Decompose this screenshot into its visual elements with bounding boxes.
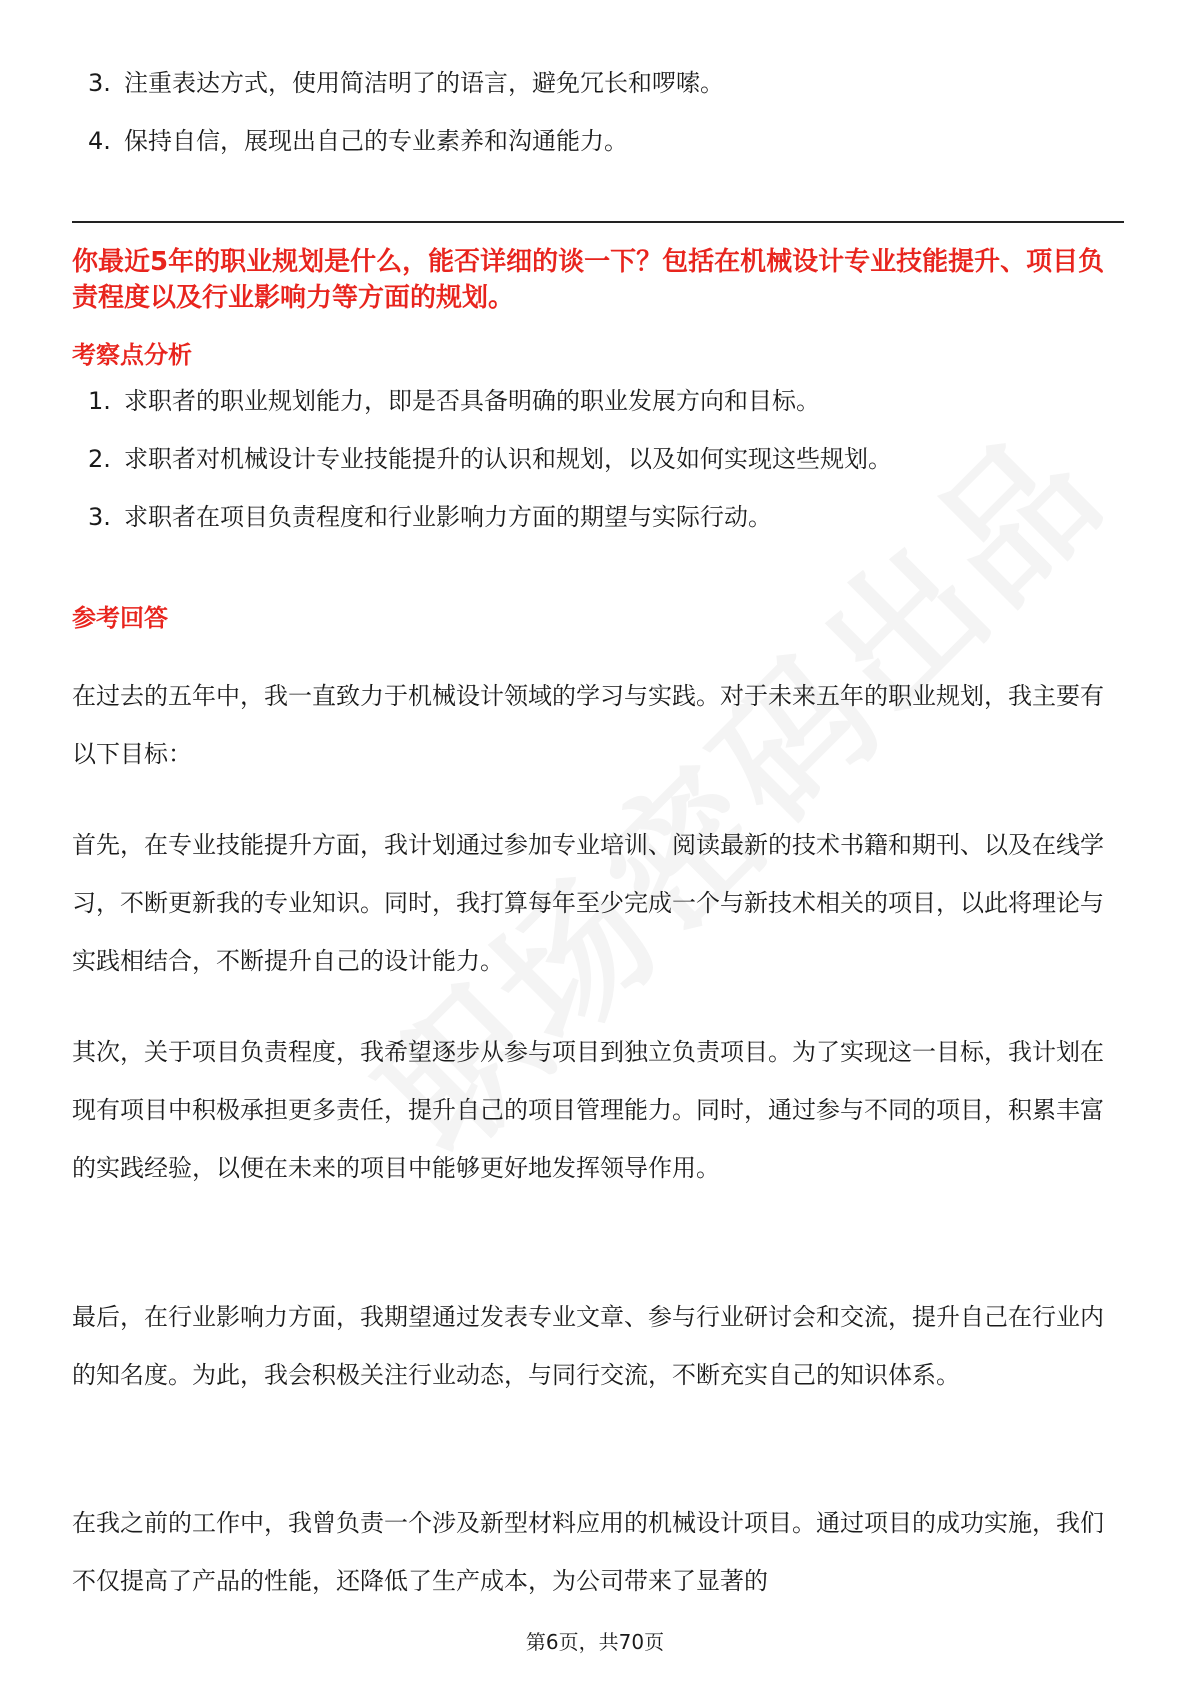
- list-item: [72, 500, 1122, 558]
- answer-paragraph: 最后，在行业影响力方面，我期望通过发表专业文章、参与行业研讨会和交流，提升自己在行业内的知名度。为此，我会积极关注行业动态，与同行交流，不断充实自己的知识体系。: [72, 1303, 1104, 1389]
- list-number: 4.: [88, 127, 111, 155]
- analysis-heading: 考察点分析: [72, 341, 192, 369]
- tips-list: [72, 66, 1122, 182]
- page-number: 第6页，共70页: [525, 1630, 665, 1654]
- list-text: 求职者对机械设计专业技能提升的认识和规划，以及如何实现这些规划。: [124, 445, 892, 473]
- list-number: 3.: [88, 69, 111, 97]
- analysis-list: [72, 384, 1122, 558]
- list-item: [72, 384, 1122, 442]
- answer-heading: 参考回答: [72, 604, 168, 632]
- list-item: [72, 66, 1122, 124]
- answer-paragraph: 其次，关于项目负责程度，我希望逐步从参与项目到独立负责项目。为了实现这一目标，我计划在现有项目中积极承担更多责任，提升自己的项目管理能力。同时，通过参与不同的项目，积累丰富的实践经验，以便在未来的项目中能够更好地发挥领导作用。: [72, 1038, 1104, 1182]
- list-text: 注重表达方式，使用简洁明了的语言，避免冗长和啰嗦。: [124, 69, 724, 97]
- answer-paragraph: 在过去的五年中，我一直致力于机械设计领域的学习与实践。对于未来五年的职业规划，我主要有以下目标：: [72, 682, 1104, 768]
- section-divider: [72, 221, 1124, 223]
- list-item: [72, 442, 1122, 500]
- answer-paragraph: 在我之前的工作中，我曾负责一个涉及新型材料应用的机械设计项目。通过项目的成功实施，我们不仅提高了产品的性能，还降低了生产成本，为公司带来了显著的: [72, 1509, 1104, 1595]
- list-text: 求职者在项目负责程度和行业影响力方面的期望与实际行动。: [124, 503, 772, 531]
- list-number: 3.: [88, 503, 111, 531]
- list-number: 1.: [88, 387, 111, 415]
- list-number: 2.: [88, 445, 111, 473]
- list-text: 求职者的职业规划能力，即是否具备明确的职业发展方向和目标。: [124, 387, 820, 415]
- answer-paragraph: 首先，在专业技能提升方面，我计划通过参加专业培训、阅读最新的技术书籍和期刊、以及在线学习，不断更新我的专业知识。同时，我打算每年至少完成一个与新技术相关的项目，以此将理论与实践相结合，不断提升自己的设计能力。: [72, 831, 1104, 975]
- list-text: 保持自信，展现出自己的专业素养和沟通能力。: [124, 127, 628, 155]
- list-item: [72, 124, 1122, 182]
- question-title: 你最近5年的职业规划是什么，能否详细的谈一下？包括在机械设计专业技能提升、项目负责程度以及行业影响力等方面的规划。: [72, 247, 1105, 313]
